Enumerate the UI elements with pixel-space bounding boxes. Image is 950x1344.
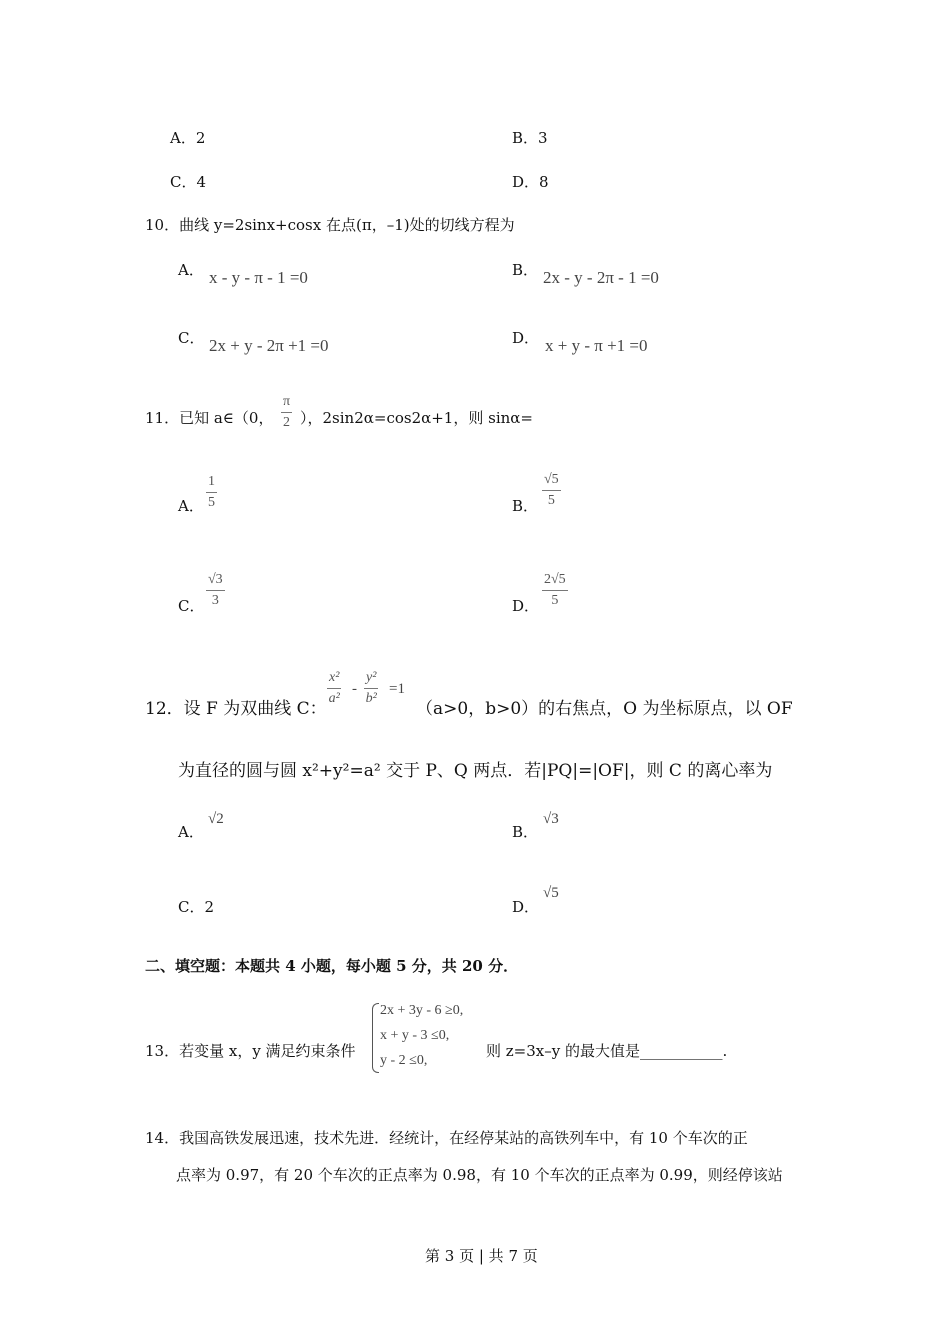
- q12-stem-suffix: （a>0，b>0）的右焦点，O 为坐标原点，以 OF: [416, 699, 793, 719]
- q13-constraint-3: y - 2 ≤0,: [380, 1053, 428, 1068]
- q12-a-expression: √2: [208, 811, 224, 827]
- q13-constraint-2: x + y - 3 ≤0,: [380, 1028, 450, 1043]
- q10-a-expression: x - y - π - 1 =0: [209, 268, 308, 287]
- q12-a-label: A．: [178, 823, 204, 841]
- q12-stem-line2: 为直径的圆与圆 x²+y²=a² 交于 P、Q 两点．若|PQ|=|OF|，则 C 的离心率为: [178, 761, 773, 781]
- q11-c-fraction: [206, 572, 225, 609]
- q11-stem-suffix: ），2sin2α=cos2α+1，则 sinα=: [300, 409, 533, 427]
- page-footer: 第 3 页 | 共 7 页: [425, 1247, 538, 1265]
- q10-d-expression: x + y - π +1 =0: [545, 336, 648, 355]
- q11-pi-over-2: [281, 394, 292, 431]
- fraction-numerator: x²: [327, 670, 341, 689]
- fraction-denominator: a²: [328, 691, 340, 706]
- q11-a-fraction: [206, 474, 217, 511]
- q11-stem-prefix: 11．已知 a∈（0，: [145, 409, 274, 427]
- q9-option-b: B．3: [512, 129, 548, 147]
- q12-x2-over-a2: [327, 670, 341, 707]
- fraction-denominator: 5: [551, 593, 559, 608]
- q13-system-brace: [372, 1003, 379, 1073]
- fraction-denominator: 5: [208, 495, 215, 510]
- q9-option-c: C．4: [170, 173, 207, 191]
- q10-d-label: D．: [512, 329, 540, 347]
- q10-c-label: C．: [178, 329, 205, 347]
- q11-b-fraction: [542, 472, 561, 509]
- q14-line1: 14．我国高铁发展迅速，技术先进．经统计，在经停某站的高铁列车中，有 10 个车次的正: [145, 1129, 748, 1147]
- q10-stem: 10．曲线 y=2sinx+cosx 在点(π，–1)处的切线方程为: [145, 216, 515, 234]
- q12-y2-over-b2: [364, 670, 378, 707]
- q11-d-label: D．: [512, 597, 540, 615]
- q14-line2: 点率为 0.97，有 20 个车次的正点率为 0.98，有 10 个车次的正点率为 0.99，则经停该站: [176, 1166, 783, 1184]
- fraction-denominator: 3: [211, 593, 219, 608]
- q12-stem-prefix: 12．设 F 为双曲线 C：: [145, 699, 327, 719]
- q12-equals-one: =1: [389, 681, 405, 697]
- fraction-numerator: 1: [206, 474, 217, 493]
- q12-d-expression: √5: [543, 885, 559, 901]
- q12-c-label: C．2: [178, 898, 215, 916]
- q9-option-d: D．8: [512, 173, 549, 191]
- q11-d-fraction: [542, 572, 568, 609]
- q12-b-label: B．: [512, 823, 539, 841]
- q10-b-expression: 2x - y - 2π - 1 =0: [543, 268, 659, 287]
- q12-b-expression: √3: [543, 811, 559, 827]
- fraction-numerator: π: [281, 394, 292, 413]
- fraction-numerator: y²: [364, 670, 378, 689]
- fraction-numerator: √3: [206, 572, 225, 591]
- q13-constraint-1: 2x + 3y - 6 ≥0,: [380, 1003, 464, 1018]
- fraction-denominator: 2: [283, 415, 291, 430]
- q11-a-label: A．: [178, 497, 204, 515]
- fraction-denominator: 5: [547, 493, 555, 508]
- q10-a-label: A．: [178, 261, 204, 279]
- q11-b-label: B．: [512, 497, 539, 515]
- fraction-denominator: b²: [365, 691, 377, 706]
- q12-minus-sign: -: [352, 681, 357, 697]
- q11-c-label: C．: [178, 597, 205, 615]
- q9-option-a: A．2: [170, 129, 206, 147]
- section-heading-fill-in: 二、填空题：本题共 4 小题，每小题 5 分，共 20 分．: [145, 957, 519, 975]
- fraction-numerator: √5: [542, 472, 561, 491]
- q13-stem-suffix: 则 z=3x–y 的最大值是___________.: [486, 1042, 728, 1060]
- q10-b-label: B．: [512, 261, 539, 279]
- q12-d-label: D．: [512, 898, 540, 916]
- q13-stem-prefix: 13．若变量 x，y 满足约束条件: [145, 1042, 356, 1060]
- q10-c-expression: 2x + y - 2π +1 =0: [209, 336, 329, 355]
- fraction-numerator: 2√5: [542, 572, 568, 591]
